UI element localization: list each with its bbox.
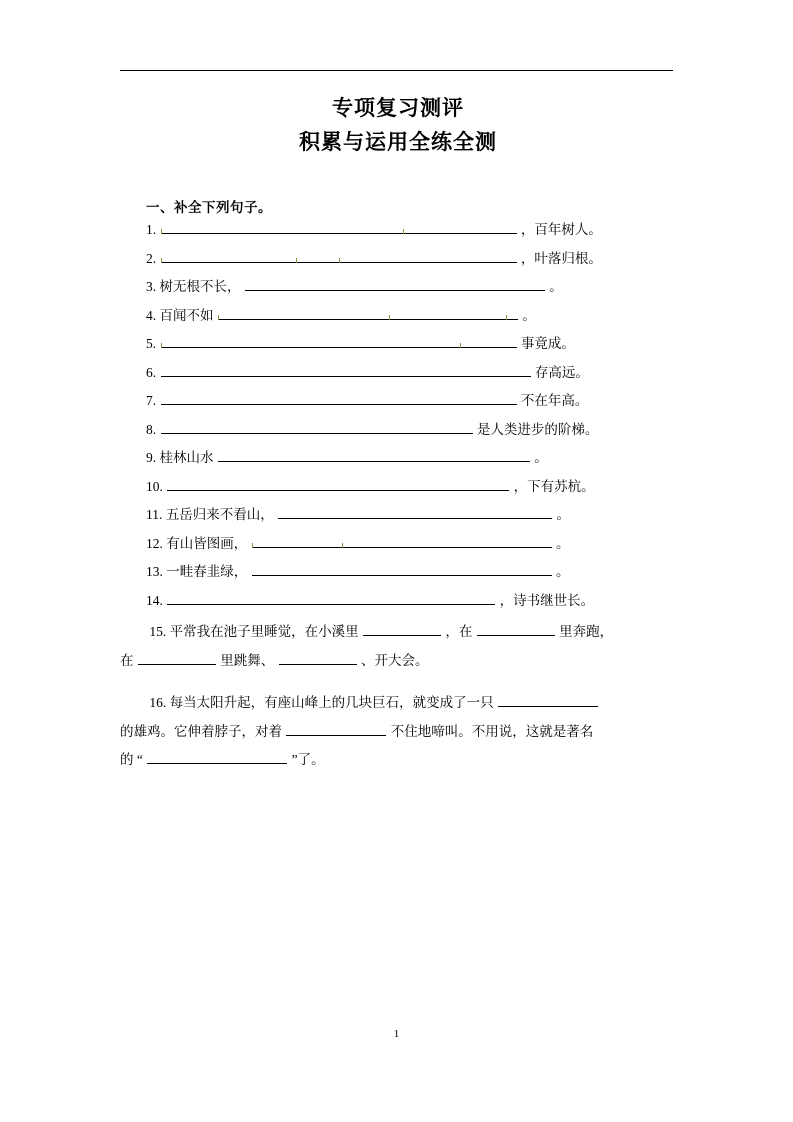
answer-blank[interactable] [252, 532, 552, 548]
question-item [146, 587, 676, 616]
question-item [146, 530, 676, 559]
question-number: 16. [149, 695, 167, 710]
question-number: 6. [146, 364, 157, 380]
header-rule [120, 70, 673, 71]
question-number: 5. [146, 336, 157, 351]
answer-blank[interactable] [138, 649, 216, 665]
question-text: ，诗书继世长。 [499, 592, 595, 608]
question-text: ”了。 [291, 752, 325, 767]
question-item [120, 618, 676, 675]
question-item [146, 359, 676, 388]
question-number: 12. [146, 535, 163, 551]
question-text: 每当太阳升起，有座山峰上的几块巨石，就变成了一只 [169, 695, 494, 710]
question-text-end: 。 [556, 507, 570, 522]
answer-blank[interactable] [245, 275, 545, 291]
question-text: 一畦春韭绿， [166, 564, 248, 579]
answer-blank[interactable] [477, 620, 555, 636]
question-text: 树无根不长， [159, 279, 241, 294]
question-number: 9. [146, 450, 157, 465]
question-text: ，在 [445, 624, 473, 639]
tick-marks [252, 543, 552, 548]
question-text: 五岳归来不看山， [165, 507, 274, 522]
question-text: 的雄鸡。它伸着脖子，对着 [120, 723, 282, 739]
tick-marks [161, 258, 517, 263]
question-text: 是人类进步的阶梯。 [476, 421, 599, 437]
answer-blank[interactable] [279, 649, 357, 665]
title-line-1: 专项复习测评 [332, 97, 464, 120]
answer-blank[interactable] [161, 247, 517, 263]
question-text: 里跳舞、 [220, 652, 275, 668]
answer-blank[interactable] [147, 748, 287, 764]
answer-blank[interactable] [252, 560, 552, 576]
page-title [120, 92, 676, 160]
question-item [146, 302, 676, 331]
document-body [120, 92, 676, 775]
question-text: 有山皆图画， [166, 535, 248, 551]
question-number: 3. [146, 279, 157, 294]
question-item [146, 330, 676, 359]
question-text: 里奔跑， [559, 624, 614, 639]
question-number: 7. [146, 393, 157, 408]
question-text: ，百年树人。 [520, 222, 602, 237]
question-number: 14. [146, 592, 163, 608]
question-text: 、开大会。 [361, 652, 429, 668]
question-text: 桂林山水 [159, 450, 214, 465]
question-item [146, 444, 676, 473]
question-text-end: 。 [556, 564, 570, 579]
question-number: 15. [149, 624, 167, 639]
answer-blank[interactable] [498, 691, 598, 707]
question-item [146, 473, 676, 502]
tick-marks [161, 229, 517, 234]
tick-marks [218, 315, 518, 320]
question-item [146, 216, 676, 245]
question-number: 2. [146, 250, 157, 266]
answer-blank[interactable] [167, 589, 495, 605]
question-item [146, 501, 676, 530]
question-number: 8. [146, 421, 157, 437]
answer-blank[interactable] [286, 720, 386, 736]
question-text: 不住地啼叫。不用说，这就是著名 [390, 723, 594, 739]
question-item [120, 689, 676, 775]
question-text: ，下有苏杭。 [513, 478, 595, 494]
question-item [146, 387, 676, 416]
answer-blank[interactable] [161, 418, 473, 434]
question-item [146, 273, 676, 302]
answer-blank[interactable] [161, 332, 517, 348]
question-text: 不在年高。 [520, 393, 589, 408]
question-text: 平常我在池子里睡觉，在小溪里 [169, 624, 359, 639]
question-number: 10. [146, 478, 163, 494]
question-item [146, 558, 676, 587]
question-text: 存高远。 [534, 364, 589, 380]
answer-blank[interactable] [363, 620, 441, 636]
answer-blank[interactable] [161, 218, 517, 234]
question-number: 4. [146, 307, 157, 323]
answer-blank[interactable] [278, 503, 552, 519]
section-heading: 一、补全下列句子。 [146, 200, 272, 215]
question-text: 百闻不如 [159, 307, 214, 323]
answer-blank[interactable] [218, 446, 530, 462]
question-text: 事竟成。 [520, 336, 575, 351]
title-line-2: 积累与运用全练全测 [299, 131, 497, 154]
question-item [146, 245, 676, 274]
question-number: 13. [146, 564, 163, 579]
question-text: 在 [120, 652, 134, 668]
question-text-end: 。 [556, 535, 570, 551]
question-number: 11. [146, 507, 163, 522]
question-text: ，叶落归根。 [520, 250, 602, 266]
answer-blank[interactable] [161, 361, 531, 377]
question-text-end: 。 [534, 450, 548, 465]
question-text-end: 。 [522, 307, 536, 323]
answer-blank[interactable] [161, 389, 517, 405]
page-number: 1 [393, 1028, 400, 1040]
question-text-end: 。 [549, 279, 563, 294]
question-number: 1. [146, 222, 157, 237]
answer-blank[interactable] [218, 304, 518, 320]
question-item [146, 416, 676, 445]
answer-blank[interactable] [167, 475, 509, 491]
question-text: 的 “ [120, 752, 143, 767]
tick-marks [161, 343, 517, 348]
